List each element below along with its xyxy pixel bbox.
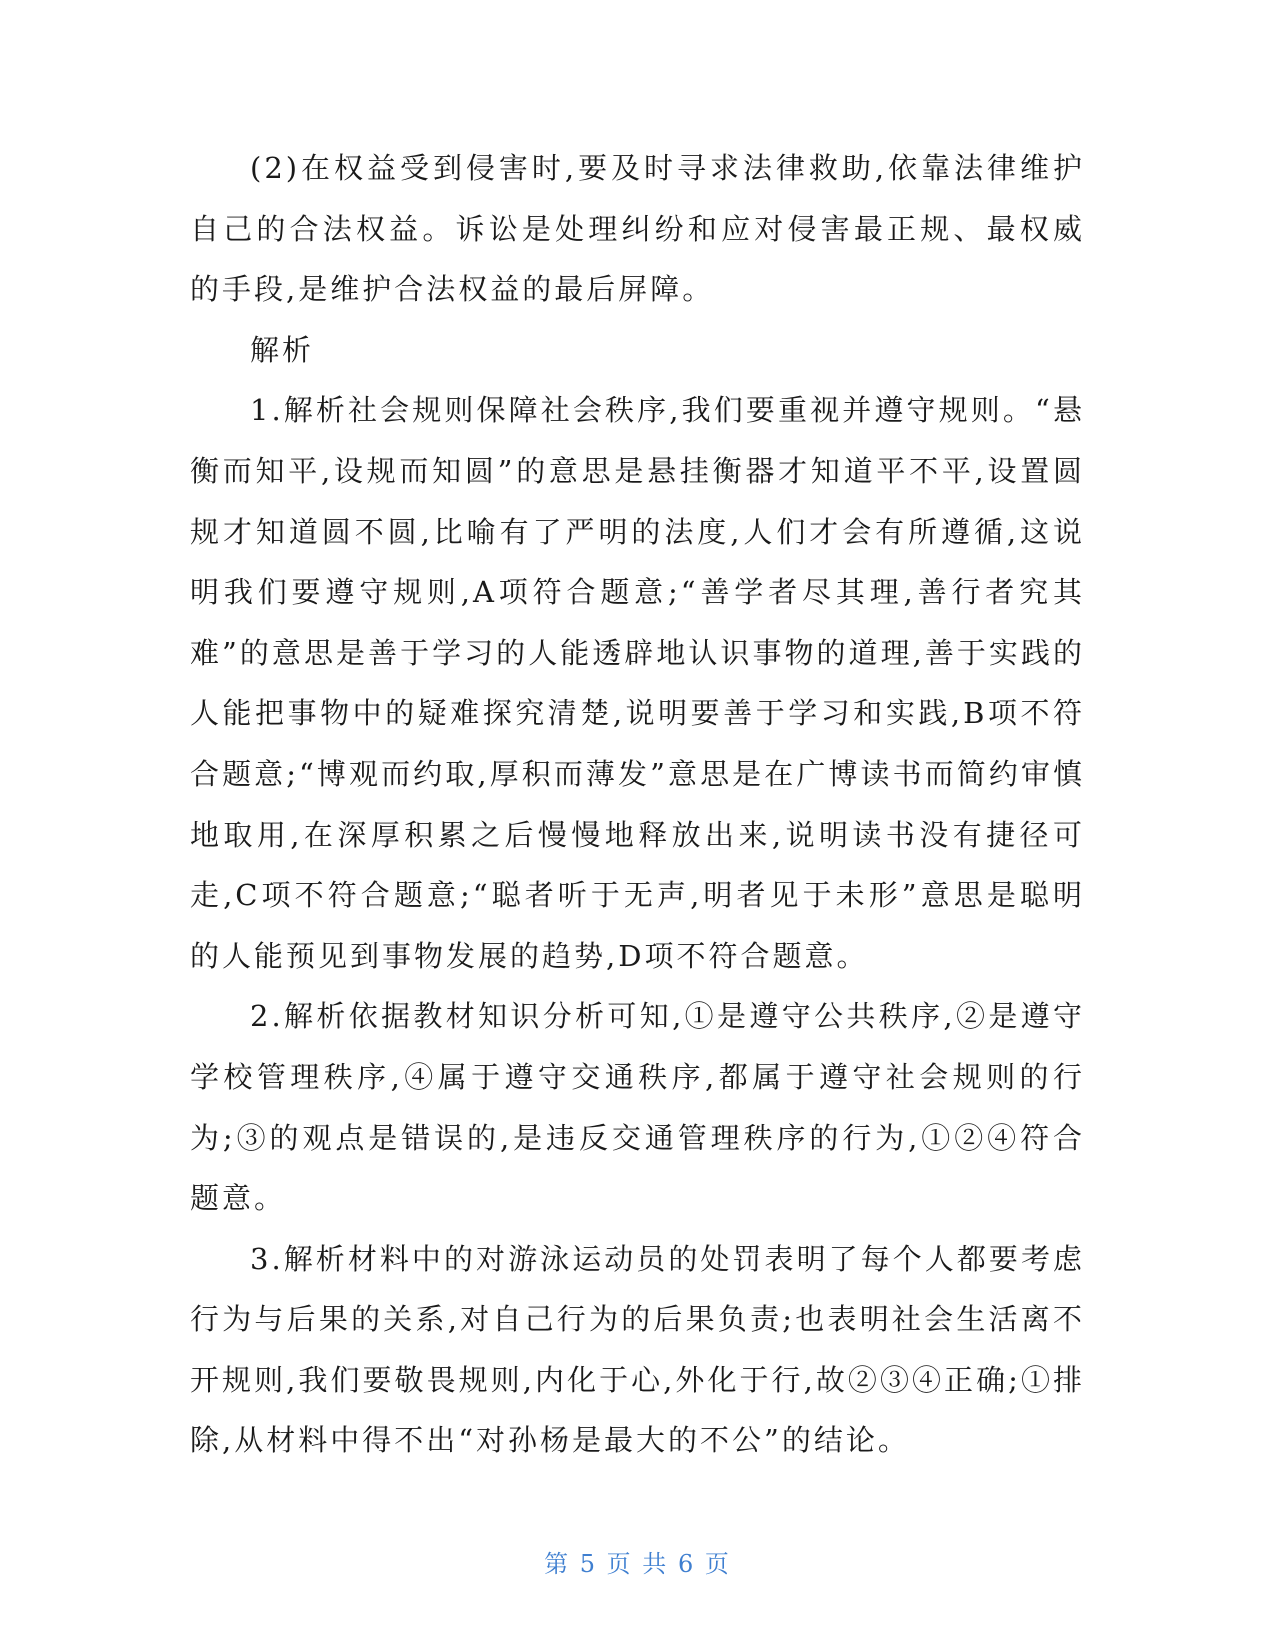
analysis-item-1: 1.解析社会规则保障社会秩序,我们要重视并遵守规则。“悬衡而知平,设规而知圆”的意思是悬挂衡器才知道平不平,设置圆规才知道圆不圆,比喻有了严明的法度,人们才会有所遵循,这说明我们要遵守规则,A项符合题意;“善学者尽其理,善行者究其难”的意思是善于学习的人能透辟地认识事物的道理,善于实践的人能把事物中的疑难探究清楚,说明要善于学习和实践,B项不符合题意;“博观而约取,厚积而薄发”意思是在广博读书而简约审慎地取用,在深厚积累之后慢慢地释放出来,说明读书没有捷径可走,C项不符合题意;“聪者听于无声,明者见于未形”意思是聪明的人能预见到事物发展的趋势,D项不符合题意。 (190, 393, 1085, 973)
analysis-item-2: 2.解析依据教材知识分析可知,①是遵守公共秩序,②是遵守学校管理秩序,④属于遵守交通秩序,都属于遵守社会规则的行为;③的观点是错误的,是违反交通管理秩序的行为,①②④符合题意。 (190, 999, 1085, 1216)
document-body (190, 138, 1085, 1471)
paragraph-rights-remedy: (2)在权益受到侵害时,要及时寻求法律救助,依靠法律维护自己的合法权益。诉讼是处理纠纷和应对侵害最正规、最权威的手段,是维护合法权益的最后屏障。 (190, 151, 1085, 307)
analysis-item-3: 3.解析材料中的对游泳运动员的处罚表明了每个人都要考虑行为与后果的关系,对自己行为的后果负责;也表明社会生活离不开规则,我们要敬畏规则,内化于心,外化于行,故②③④正确;①排除,从材料中得不出“对孙杨是最大的不公”的结论。 (190, 1241, 1085, 1458)
page-number-footer: 第 5 页 共 6 页 (544, 1550, 731, 1578)
analysis-heading: 解析 (250, 332, 315, 367)
